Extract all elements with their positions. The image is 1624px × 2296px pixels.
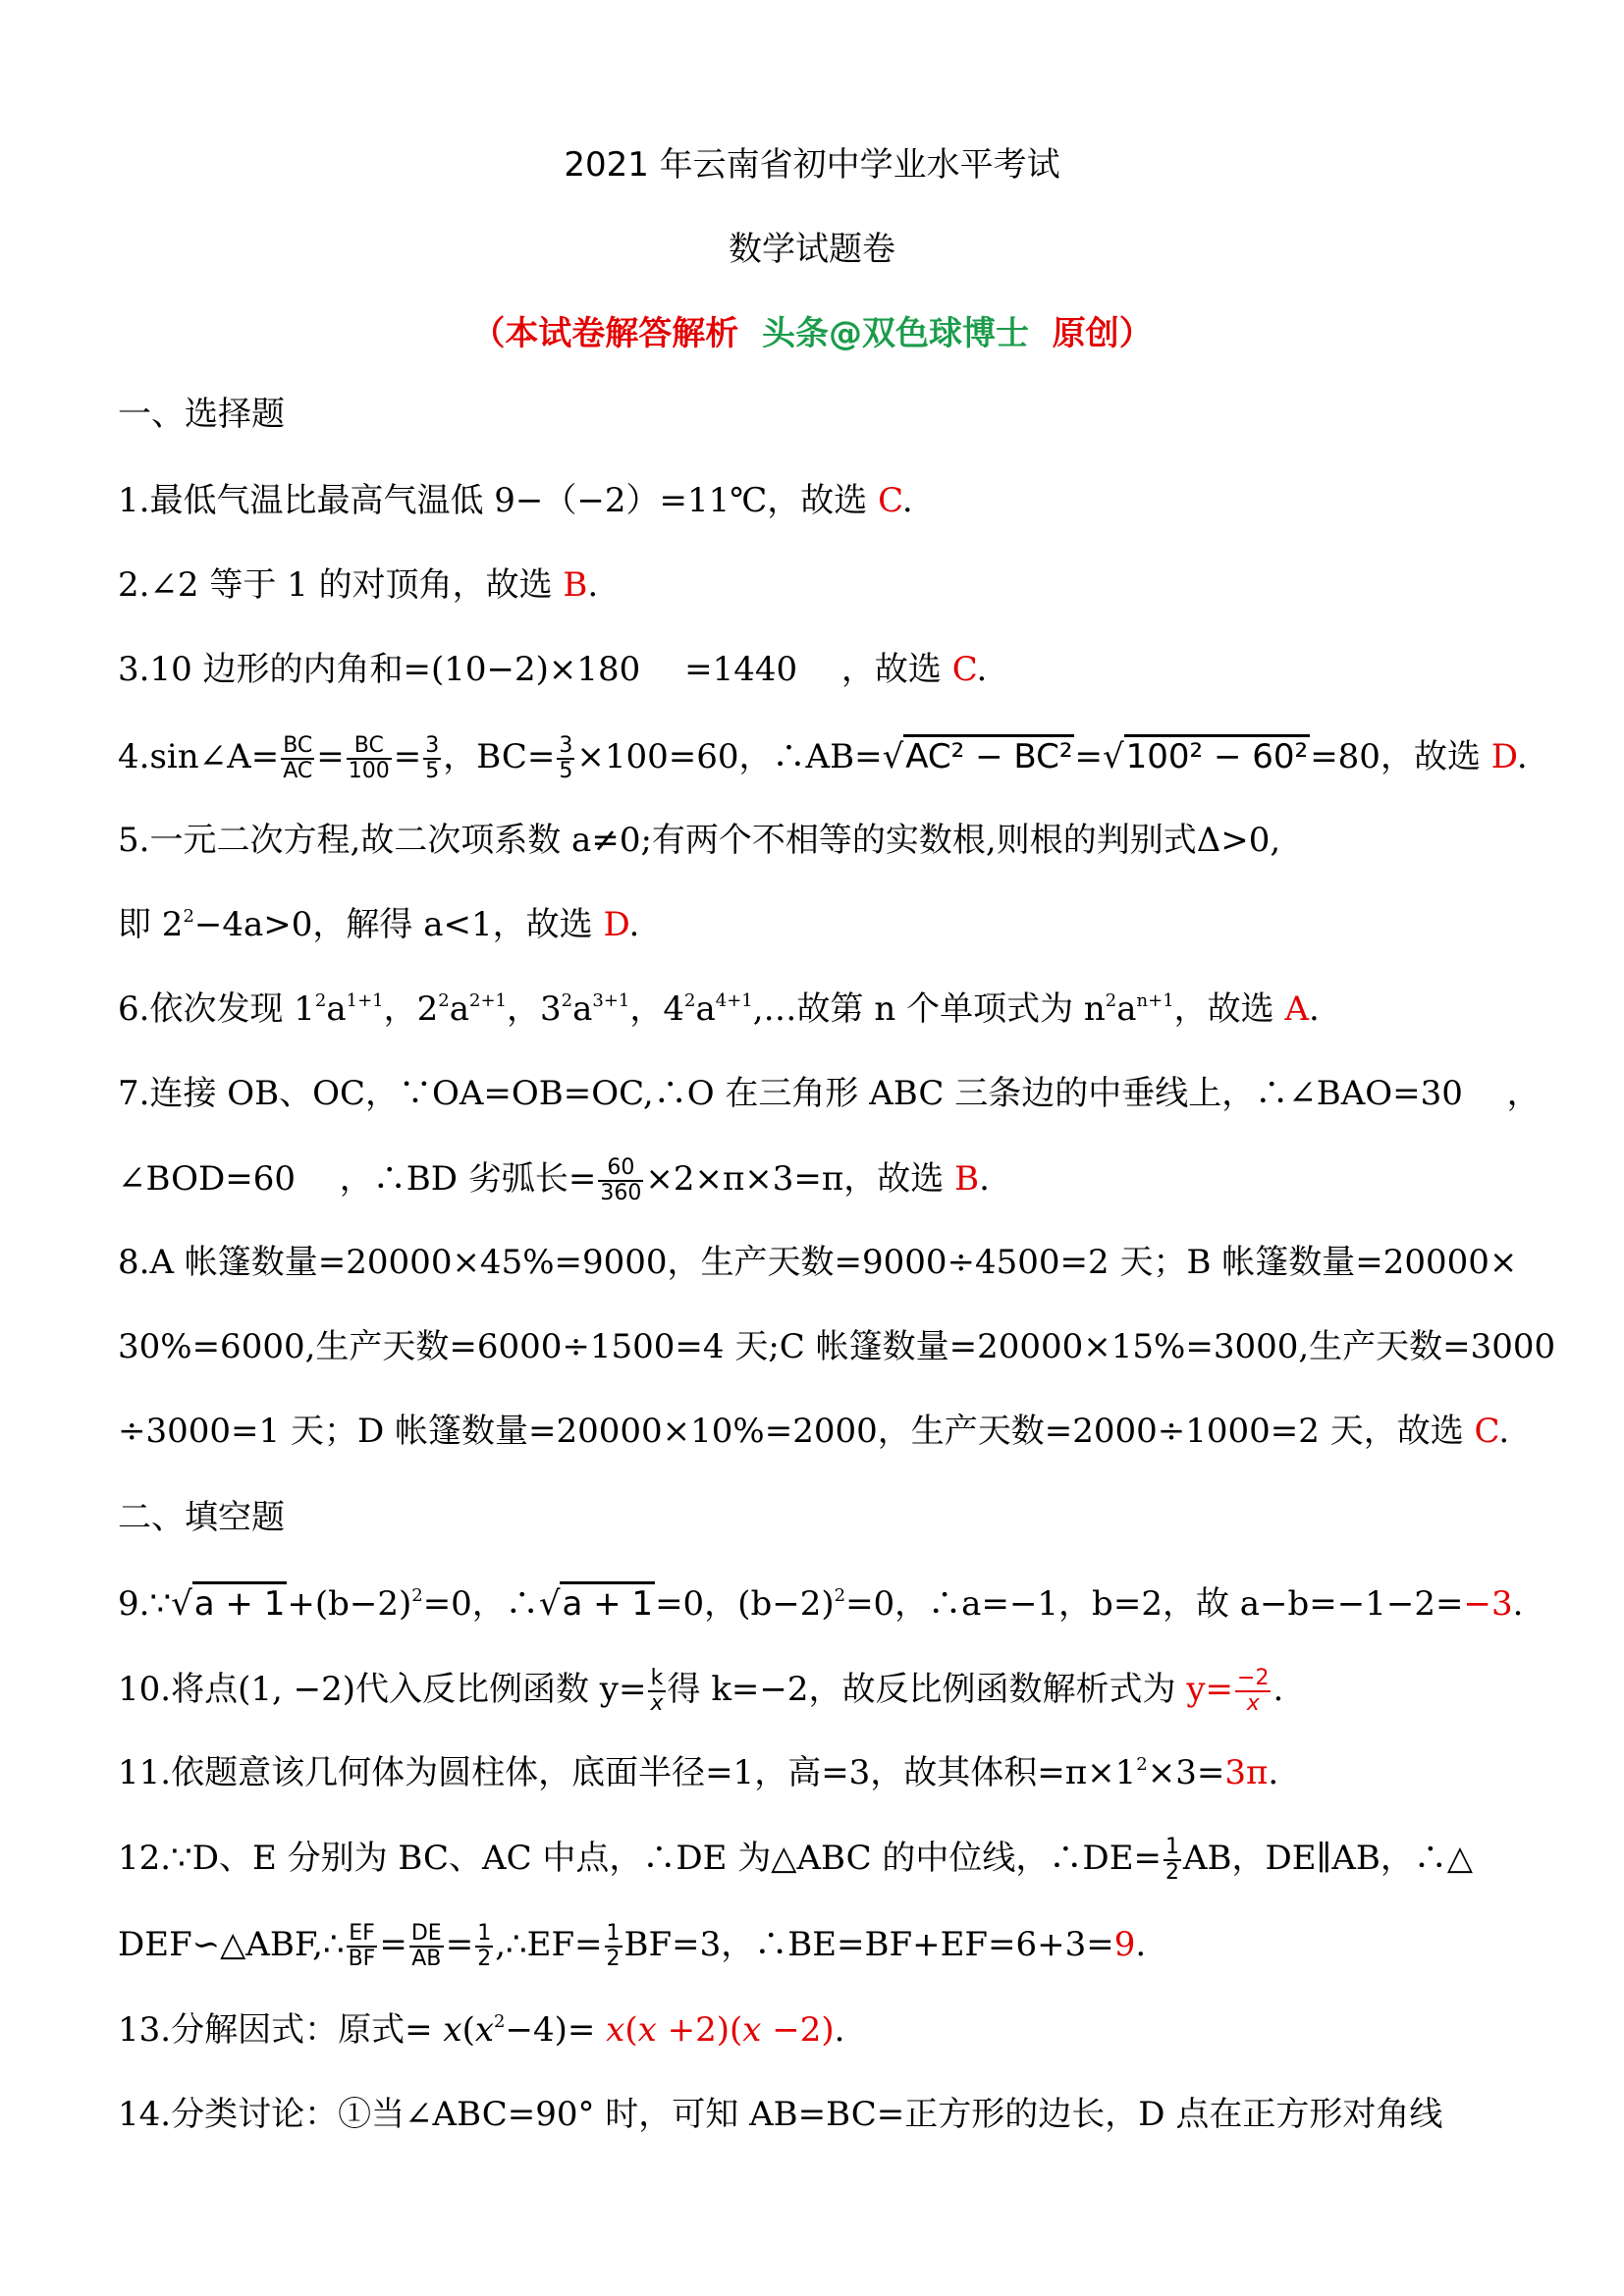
q12-fraction-3	[409, 1922, 444, 1971]
q9-text: =0，(b−2)	[655, 1584, 835, 1624]
superscript: n+1	[1136, 990, 1174, 1011]
q10-end: .	[1272, 1670, 1284, 1709]
fraction-numerator: 1	[606, 1921, 621, 1946]
fraction-numerator: 60	[598, 1156, 643, 1182]
q5-text-1: 即 2	[118, 905, 184, 944]
superscript: 2	[438, 990, 450, 1011]
q1-end: .	[901, 481, 913, 520]
answer-q14: 14.分类讨论：①当∠ABC=90° 时，可知 AB=BC=正方形的边长，D 点在正方形对角线	[118, 2095, 1443, 2134]
superscript: 2	[494, 2011, 506, 2032]
q6-text: a	[326, 989, 347, 1029]
q10-text: 10.将点(1, −2)代入反比例函数 y=	[118, 1670, 647, 1709]
q6-text: 6.依次发现 1	[118, 989, 315, 1029]
answer-q7-line2	[118, 1156, 1532, 1205]
q11-answer: 3π	[1224, 1753, 1269, 1792]
answer-q8-line2: 30%=6000,生产天数=6000÷1500=4 天;C 帐篷数量=20000×15%=3000,生产天数=3000	[118, 1327, 1556, 1366]
q13-text: −4)=	[505, 2010, 607, 2050]
answer-q13	[118, 2008, 1532, 2052]
fraction-numerator: BC	[283, 733, 313, 758]
equals: =	[445, 1925, 474, 1964]
sqrt-expression: √AC² − BC²	[883, 735, 1075, 778]
fraction-numerator: DE	[410, 1921, 442, 1946]
q13-text: (	[461, 2010, 475, 2050]
credit-open-paren: （	[471, 314, 506, 353]
q13-answer-x: x	[606, 2010, 625, 2050]
superscript: 2	[684, 990, 696, 1011]
q6-text: a	[572, 989, 593, 1029]
fraction-numerator: EF	[347, 1922, 378, 1948]
answer-q10	[118, 1667, 1532, 1716]
superscript: 4+1	[715, 990, 753, 1011]
q11-end: .	[1268, 1753, 1279, 1792]
q12-fraction-1	[1164, 1836, 1181, 1885]
q4-text-4: =80，故选	[1310, 737, 1491, 776]
q13-answer-x: x	[637, 2010, 657, 2050]
fraction-denominator: x	[1246, 1691, 1260, 1716]
q11-text: 11.依题意该几何体为圆柱体，底面半径=1，高=3，故其体积=π×1	[118, 1753, 1137, 1792]
fraction-numerator: 3	[425, 733, 440, 758]
q4-fraction-1	[281, 734, 314, 783]
q6-end: .	[1309, 989, 1320, 1029]
section-heading-choice: 一、选择题	[118, 395, 285, 434]
q6-text: ,…故第 n 个单项式为 n	[752, 989, 1106, 1029]
superscript: 3+1	[592, 990, 630, 1011]
q6-text: a	[695, 989, 716, 1029]
fraction-denominator: 5	[559, 759, 573, 783]
q9-answer: −3	[1463, 1584, 1513, 1624]
credit-red-text: 本试卷解答解析	[505, 314, 739, 353]
section-heading-fill: 二、填空题	[118, 1498, 285, 1537]
sqrt-expression: √100² − 60²	[1103, 735, 1310, 778]
superscript: 2	[1136, 1754, 1148, 1775]
sqrt-expression: √a + 1	[539, 1582, 655, 1626]
q10-fraction	[648, 1667, 665, 1716]
fraction-denominator: AB	[411, 1947, 442, 1971]
superscript: 2	[183, 906, 194, 927]
fraction-denominator: 360	[600, 1181, 642, 1205]
q6-text: ，3	[507, 989, 562, 1029]
answer-q5-line1: 5.一元二次方程,故二次项系数 a≠0;有两个不相等的实数根,则根的判别式Δ>0,	[118, 821, 1281, 860]
q7-fraction	[598, 1156, 643, 1205]
q3-text: 3.10 边形的内角和=(10−2)×180 =1440 ，故选	[118, 650, 952, 689]
fraction-denominator: AC	[283, 759, 313, 783]
answer-q7-line1: 7.连接 OB、OC，∵OA=OB=OC,∴O 在三角形 ABC 三条边的中垂线上，∴∠BAO=30 ，	[118, 1074, 1541, 1113]
q10-answer-prefix: y=	[1186, 1670, 1234, 1709]
document-subtitle: 数学试题卷	[729, 230, 895, 269]
q13-end: .	[834, 2010, 845, 2050]
credit-close-paren: ）	[1118, 314, 1153, 353]
q4-text-3: ×100=60，∴AB=	[576, 737, 883, 776]
equals: =	[393, 737, 422, 776]
q8-text: ÷3000=1 天；D 帐篷数量=20000×10%=2000，生产天数=2000÷1000=2 天，故选	[118, 1412, 1475, 1451]
answer-q5-line2	[118, 903, 1532, 946]
fraction-denominator: 2	[606, 1947, 621, 1971]
answer-q12-line1	[118, 1836, 1532, 1885]
radicand: a + 1	[560, 1581, 655, 1624]
q13-answer-x: x	[742, 2010, 762, 2050]
credit-original: 原创	[1052, 314, 1119, 353]
q9-text: 9.∵	[118, 1584, 172, 1624]
q1-text: 1.最低气温比最高气温低 9−（−2）=11℃，故选	[118, 481, 879, 520]
q9-text: =0，∴	[422, 1584, 539, 1624]
q4-end: .	[1516, 737, 1528, 776]
credit-green-text: 头条@双色球博士	[762, 314, 1029, 353]
q3-end: .	[976, 650, 988, 689]
fraction-numerator: 3	[559, 733, 573, 758]
q1-answer: C	[878, 481, 902, 520]
q6-text: ，故选	[1173, 989, 1285, 1029]
answer-q8-line3	[118, 1410, 1532, 1453]
q13-text: 13.分解因式：原式=	[118, 2010, 444, 2050]
fraction-numerator: k	[648, 1667, 665, 1692]
radicand: AC² − BC²	[903, 734, 1074, 776]
answer-q6	[118, 988, 1532, 1031]
q12-text: AB，DE∥AB，∴△	[1183, 1839, 1474, 1878]
answer-q1	[118, 479, 1532, 522]
q8-answer: C	[1474, 1412, 1499, 1451]
q2-text: 2.∠2 等于 1 的对顶角，故选	[118, 565, 564, 605]
q10-answer-fraction	[1235, 1667, 1271, 1716]
answer-q11	[118, 1751, 1532, 1794]
q9-end: .	[1512, 1584, 1524, 1624]
q7-text-2: ×2×π×3=π，故选	[645, 1159, 955, 1199]
fraction-denominator: 2	[1165, 1860, 1179, 1885]
q8-end: .	[1498, 1412, 1510, 1451]
answer-q8-line1: 8.A 帐篷数量=20000×45%=9000，生产天数=9000÷4500=2 天；B 帐篷数量=20000×	[118, 1243, 1518, 1282]
q2-answer: B	[563, 565, 588, 605]
q5-end: .	[628, 905, 640, 944]
q4-answer: D	[1490, 737, 1517, 776]
q12-answer: 9	[1113, 1925, 1136, 1964]
q3-answer: C	[951, 650, 977, 689]
fraction-numerator: −2	[1237, 1666, 1270, 1690]
q6-text: ，4	[629, 989, 685, 1029]
fraction-numerator: 1	[477, 1921, 492, 1946]
variable-x: x	[474, 2010, 495, 2050]
answer-q2	[118, 563, 1532, 607]
sqrt-expression: √a + 1	[171, 1582, 287, 1626]
q6-text: a	[1116, 989, 1137, 1029]
q12-text: BF=3，∴BE=BF+EF=6+3=	[623, 1925, 1114, 1964]
q12-text: DEF∽△ABF,∴	[118, 1925, 345, 1964]
equals: =	[316, 737, 345, 776]
equals: =	[1074, 737, 1103, 776]
q4-fraction-2	[347, 734, 392, 783]
superscript: 2	[834, 1585, 846, 1606]
radicand: a + 1	[192, 1581, 288, 1624]
q5-text-2: −4a>0，解得 a<1，故选	[193, 905, 604, 944]
q9-text: +(b−2)	[287, 1584, 412, 1624]
q2-end: .	[587, 565, 599, 605]
q6-answer: A	[1284, 989, 1310, 1029]
q10-text: 得 k=−2，故反比例函数解析式为	[667, 1670, 1187, 1709]
q12-text: ,∴EF=	[495, 1925, 603, 1964]
q13-answer-text: (	[624, 2010, 638, 2050]
document-title: 2021 年云南省初中学业水平考试	[564, 145, 1060, 185]
q13-answer-text: +2)(	[656, 2010, 743, 2050]
q7-text-1: ∠BOD=60 ，∴BD 劣弧长=	[118, 1159, 597, 1199]
credit-line	[0, 306, 1624, 354]
q12-end: .	[1135, 1925, 1147, 1964]
q12-text: 12.∵D、E 分别为 BC、AC 中点，∴DE 为△ABC 的中位线，∴DE=	[118, 1839, 1162, 1878]
superscript: 2+1	[469, 990, 507, 1011]
fraction-denominator: 2	[477, 1947, 492, 1971]
answer-q12-line2	[118, 1922, 1532, 1971]
q6-text: a	[449, 989, 469, 1029]
superscript: 2	[314, 990, 327, 1011]
answer-q3	[118, 648, 1532, 691]
q12-fraction-5	[605, 1922, 623, 1971]
fraction-denominator: 5	[425, 759, 440, 783]
q11-text: ×3=	[1147, 1753, 1225, 1792]
superscript: 2	[1105, 990, 1117, 1011]
q4-text-2: ，BC=	[443, 737, 556, 776]
q5-answer: D	[603, 905, 629, 944]
fraction-numerator: BC	[347, 734, 392, 760]
q7-end: .	[979, 1159, 990, 1199]
q4-fraction-4	[557, 734, 574, 783]
q9-text: =0，∴a=−1，b=2，故 a−b=−1−2=	[845, 1584, 1464, 1624]
answer-q9	[118, 1582, 1532, 1626]
fraction-denominator: x	[650, 1691, 664, 1716]
q12-fraction-2	[347, 1922, 378, 1971]
variable-x: x	[443, 2010, 462, 2050]
fraction-numerator: 1	[1165, 1835, 1179, 1859]
q6-text: ，2	[383, 989, 439, 1029]
superscript: 2	[561, 990, 573, 1011]
q4-text-1: 4.sin∠A=	[118, 737, 280, 776]
q13-answer-text: −2)	[761, 2010, 835, 2050]
superscript: 1+1	[346, 990, 384, 1011]
q4-fraction-3	[423, 734, 441, 783]
radicand: 100² − 60²	[1124, 734, 1311, 776]
equals: =	[379, 1925, 407, 1964]
fraction-denominator: BF	[348, 1947, 376, 1971]
q12-fraction-4	[475, 1922, 493, 1971]
fraction-denominator: 100	[348, 759, 390, 783]
q7-answer: B	[954, 1159, 980, 1199]
superscript: 2	[411, 1585, 423, 1606]
answer-q4	[118, 734, 1532, 783]
